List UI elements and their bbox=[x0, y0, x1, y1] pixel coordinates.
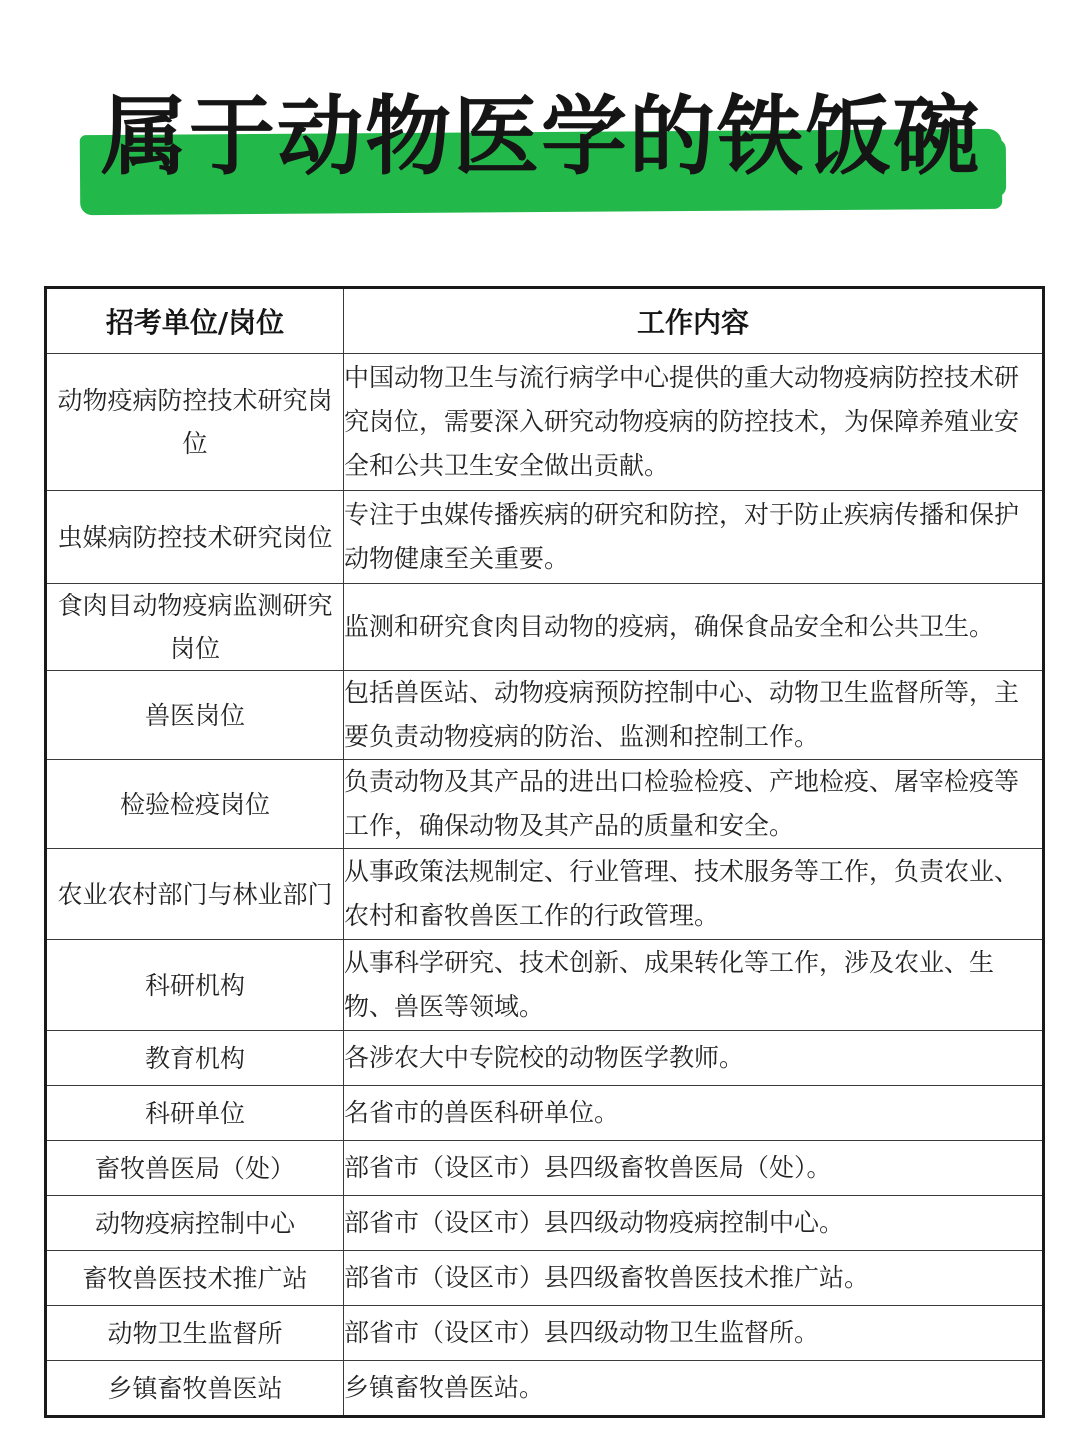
row-content: 从事科学研究、技术创新、成果转化等工作，涉及农业、生物、兽医等领域。 bbox=[344, 940, 1044, 1031]
row-unit: 兽医岗位 bbox=[46, 671, 344, 760]
table-row bbox=[46, 849, 1044, 940]
row-content: 部省市（设区市）县四级动物疫病控制中心。 bbox=[344, 1196, 1044, 1251]
header-unit: 招考单位/岗位 bbox=[46, 288, 344, 354]
row-unit: 畜牧兽医技术推广站 bbox=[46, 1251, 344, 1306]
row-unit: 虫媒病防控技术研究岗位 bbox=[46, 491, 344, 584]
row-unit: 科研机构 bbox=[46, 940, 344, 1031]
row-content: 部省市（设区市）县四级畜牧兽医局（处）。 bbox=[344, 1141, 1044, 1196]
row-unit: 食肉目动物疫病监测研究岗位 bbox=[46, 584, 344, 671]
row-content: 包括兽医站、动物疫病预防控制中心、动物卫生监督所等，主要负责动物疫病的防治、监测和控制工作。 bbox=[344, 671, 1044, 760]
row-unit: 动物疫病控制中心 bbox=[46, 1196, 344, 1251]
row-content: 从事政策法规制定、行业管理、技术服务等工作，负责农业、农村和畜牧兽医工作的行政管理。 bbox=[344, 849, 1044, 940]
title-banner bbox=[0, 0, 1080, 240]
table-row bbox=[46, 940, 1044, 1031]
table-row bbox=[46, 1141, 1044, 1196]
row-unit: 畜牧兽医局（处） bbox=[46, 1141, 344, 1196]
table-row bbox=[46, 491, 1044, 584]
page-title: 属于动物医学的铁饭碗 bbox=[101, 87, 981, 187]
row-unit: 动物疫病防控技术研究岗位 bbox=[46, 354, 344, 491]
row-unit: 教育机构 bbox=[46, 1031, 344, 1086]
header-content: 工作内容 bbox=[344, 288, 1044, 354]
table-row bbox=[46, 1361, 1044, 1417]
table-row bbox=[46, 584, 1044, 671]
table-row bbox=[46, 1251, 1044, 1306]
jobs-table bbox=[44, 286, 1045, 1418]
row-content: 专注于虫媒传播疾病的研究和防控，对于防止疾病传播和保护动物健康至关重要。 bbox=[344, 491, 1044, 584]
row-content: 负责动物及其产品的进出口检验检疫、产地检疫、屠宰检疫等工作，确保动物及其产品的质量和安全。 bbox=[344, 760, 1044, 849]
table-row bbox=[46, 671, 1044, 760]
row-unit: 乡镇畜牧兽医站 bbox=[46, 1361, 344, 1417]
table-row bbox=[46, 354, 1044, 491]
row-content: 名省市的兽医科研单位。 bbox=[344, 1086, 1044, 1141]
row-unit: 动物卫生监督所 bbox=[46, 1306, 344, 1361]
row-content: 监测和研究食肉目动物的疫病，确保食品安全和公共卫生。 bbox=[344, 584, 1044, 671]
row-unit: 科研单位 bbox=[46, 1086, 344, 1141]
table-row bbox=[46, 760, 1044, 849]
table-row bbox=[46, 1086, 1044, 1141]
row-content: 部省市（设区市）县四级动物卫生监督所。 bbox=[344, 1306, 1044, 1361]
row-content: 部省市（设区市）县四级畜牧兽医技术推广站。 bbox=[344, 1251, 1044, 1306]
table-row bbox=[46, 1196, 1044, 1251]
row-content: 中国动物卫生与流行病学中心提供的重大动物疫病防控技术研究岗位，需要深入研究动物疫病的防控技术，为保障养殖业安全和公共卫生安全做出贡献。 bbox=[344, 354, 1044, 491]
row-content: 各涉农大中专院校的动物医学教师。 bbox=[344, 1031, 1044, 1086]
table-row bbox=[46, 1031, 1044, 1086]
row-unit: 农业农村部门与林业部门 bbox=[46, 849, 344, 940]
row-content: 乡镇畜牧兽医站。 bbox=[344, 1361, 1044, 1417]
table-row bbox=[46, 1306, 1044, 1361]
table-header-row bbox=[46, 288, 1044, 354]
row-unit: 检验检疫岗位 bbox=[46, 760, 344, 849]
